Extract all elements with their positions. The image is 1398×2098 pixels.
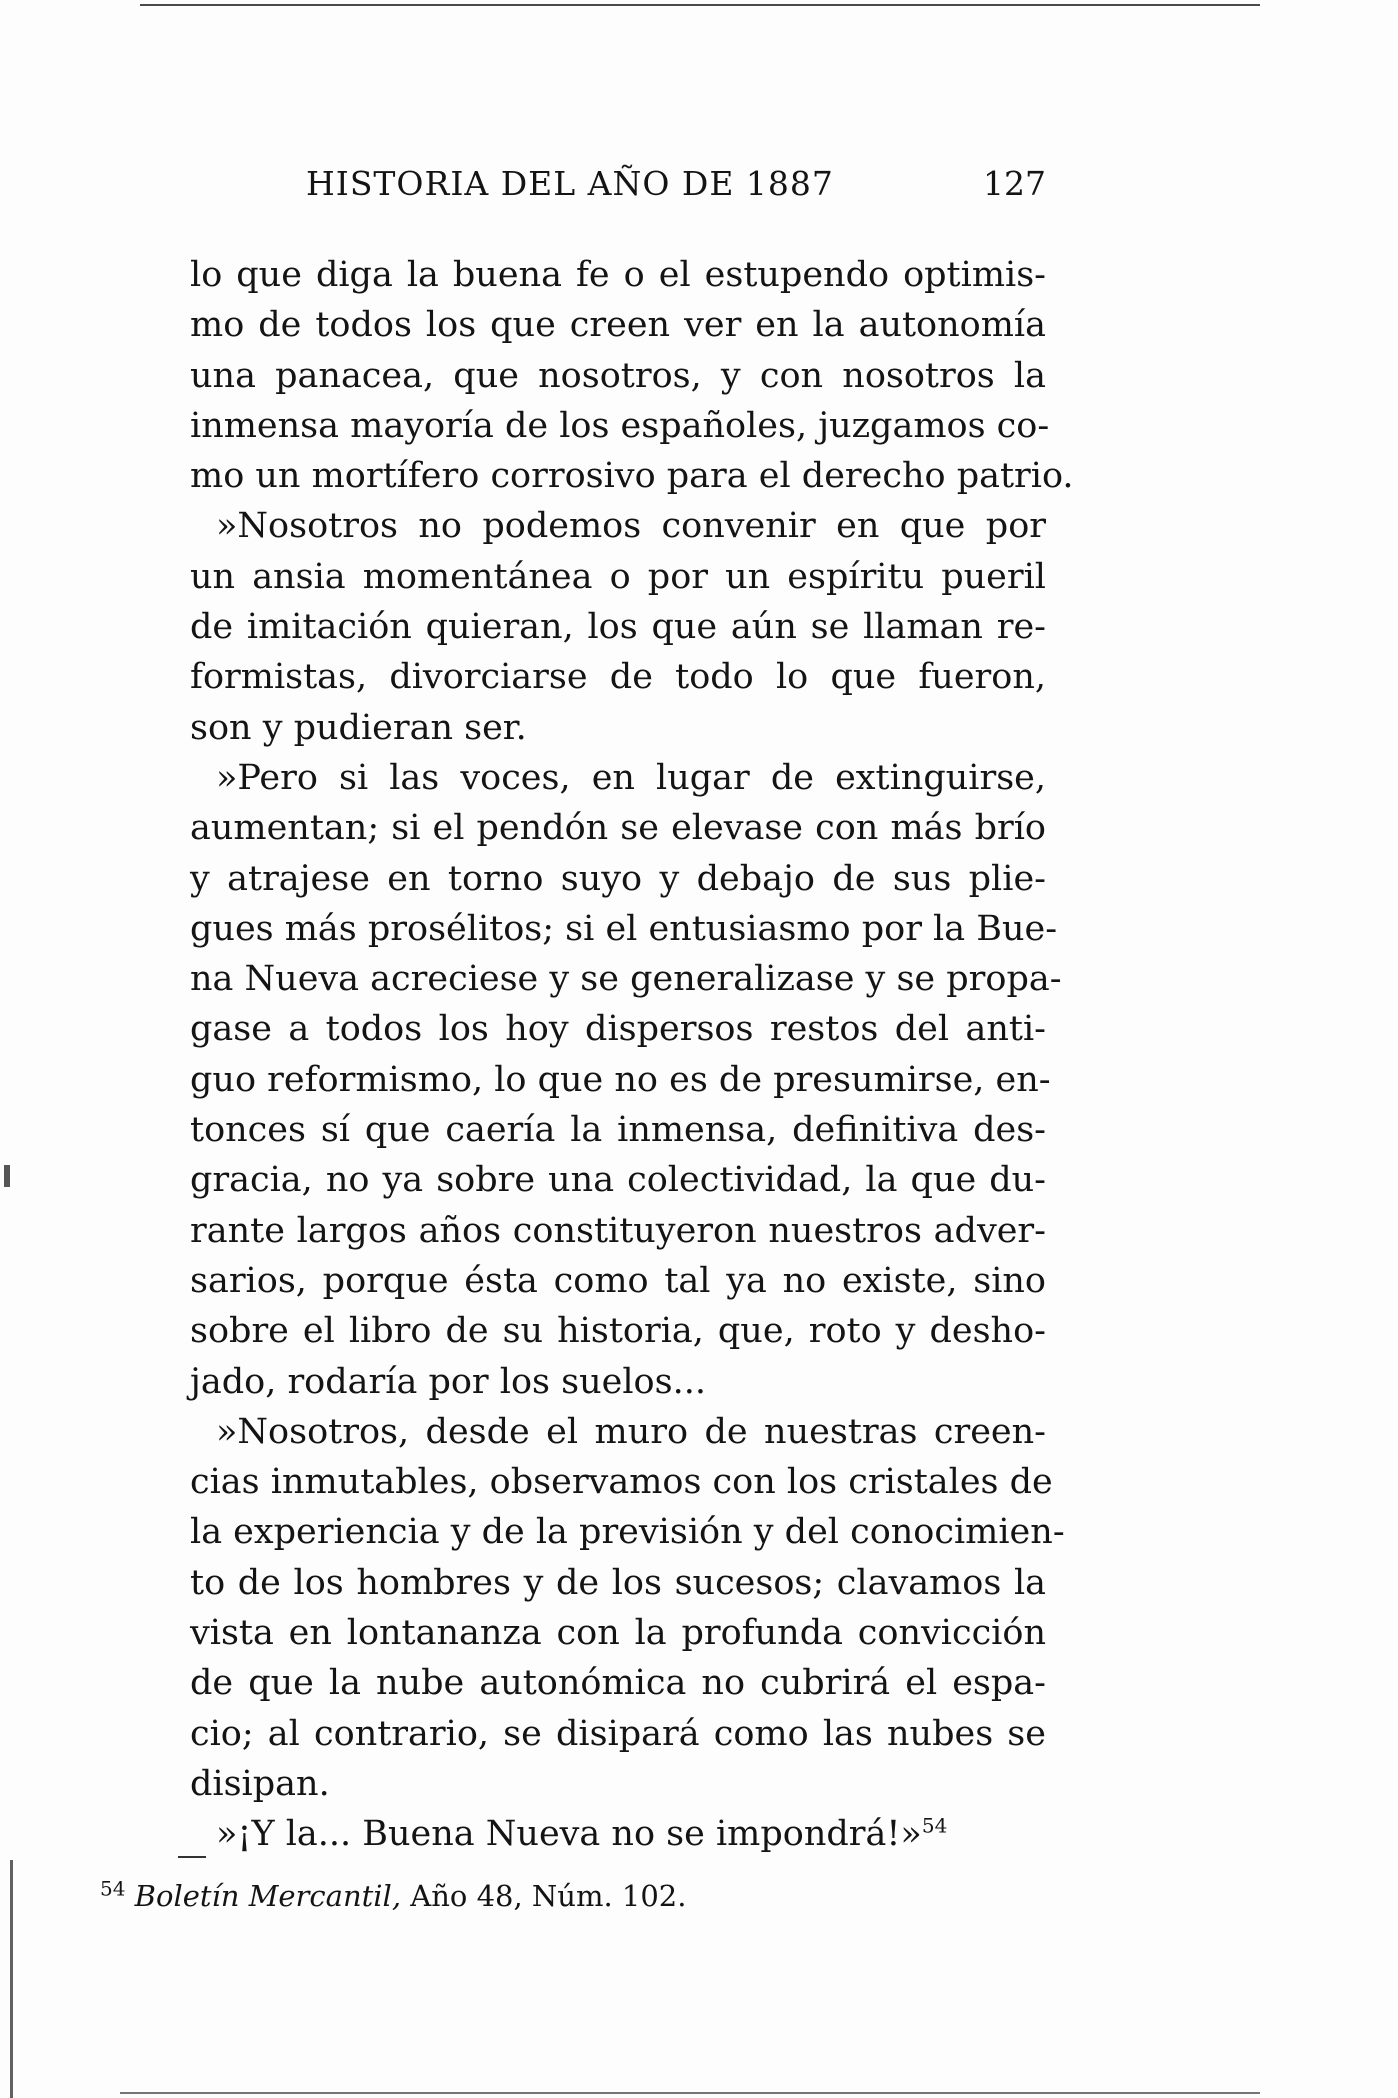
text-line: »Nosotros, desde el muro de nuestras creen-	[216, 1411, 1046, 1452]
text-line: y atrajese en torno suyo y debajo de sus plie-	[190, 858, 1046, 899]
text-line: »Nosotros no podemos convenir en que por	[216, 506, 1046, 547]
scan-border-bottom	[120, 2092, 1260, 2094]
text-line: una panacea, que nosotros, y con nosotros la	[190, 355, 1046, 396]
text-line: cio; al contrario, se disipará como las nubes se	[190, 1713, 1046, 1754]
text-line: guo reformismo, lo que no es de presumirse, en-	[190, 1059, 1051, 1100]
footnote-source: Boletín Mercantil,	[134, 1879, 402, 1913]
footnote-rule	[178, 1856, 206, 1858]
paragraph-lines	[190, 250, 1074, 1809]
footnote	[100, 1876, 686, 1916]
text-line: de que la nube autonómica no cubrirá el espa-	[190, 1663, 1046, 1704]
page-number: 127	[983, 164, 1046, 203]
text-line: mo de todos los que creen ver en la autonomía	[190, 305, 1046, 346]
text-line: son y pudieran ser.	[190, 707, 527, 748]
text-line: de imitación quieran, los que aún se llaman re-	[190, 607, 1046, 648]
final-quote: »¡Y la... Buena Nueva no se impondrá!»	[216, 1814, 922, 1855]
text-line: rante largos años constituyeron nuestros adver-	[190, 1210, 1046, 1251]
scan-border-left	[10, 1860, 13, 2098]
text-line: vista en lontananza con la profunda convicción	[190, 1613, 1046, 1654]
running-head	[306, 164, 1046, 208]
footnote-marker: 54	[100, 1876, 126, 1901]
text-line: un ansia momentánea o por un espíritu pueril	[190, 556, 1046, 597]
footnote-reference: 54	[921, 1813, 948, 1838]
text-line: sobre el libro de su historia, que, roto y desho-	[190, 1311, 1046, 1352]
text-line: aumentan; si el pendón se elevase con más brío	[190, 808, 1046, 849]
text-line: gracia, no ya sobre una colectividad, la que du-	[190, 1160, 1046, 1201]
text-line: jado, rodaría por los suelos...	[190, 1361, 706, 1402]
text-line-final	[190, 1809, 1046, 1859]
scan-mark-left	[4, 1165, 10, 1187]
text-line: cias inmutables, observamos con los cristales de	[190, 1462, 1053, 1503]
footnote-details: Año 48, Núm. 102.	[410, 1879, 687, 1913]
text-line: lo que diga la buena fe o el estupendo optimis-	[190, 255, 1046, 295]
running-title: HISTORIA DEL AÑO DE 1887	[306, 164, 834, 203]
text-line: gues más prosélitos; si el entusiasmo por la Bue-	[190, 908, 1058, 949]
text-line: formistas, divorciarse de todo lo que fueron,	[190, 657, 1046, 698]
text-line: tonces sí que caería la inmensa, definitiva des-	[190, 1110, 1046, 1151]
text-line: sarios, porque ésta como tal ya no existe, sino	[190, 1260, 1046, 1301]
text-line: inmensa mayoría de los españoles, juzgamos co-	[190, 405, 1050, 446]
text-line: gase a todos los hoy dispersos restos del anti-	[190, 1009, 1046, 1050]
body-text	[190, 250, 1074, 1860]
text-line: mo un mortífero corrosivo para el derecho patrio.	[190, 456, 1074, 497]
text-line: disipan.	[190, 1763, 330, 1804]
scan-border-top	[140, 4, 1260, 6]
text-line: na Nueva acreciese y se generalizase y se propa-	[190, 959, 1062, 1000]
text-line: »Pero si las voces, en lugar de extinguirse,	[216, 757, 1046, 798]
text-line: la experiencia y de la previsión y del conocimien-	[190, 1512, 1065, 1553]
text-line: to de los hombres y de los sucesos; clavamos la	[190, 1562, 1046, 1603]
